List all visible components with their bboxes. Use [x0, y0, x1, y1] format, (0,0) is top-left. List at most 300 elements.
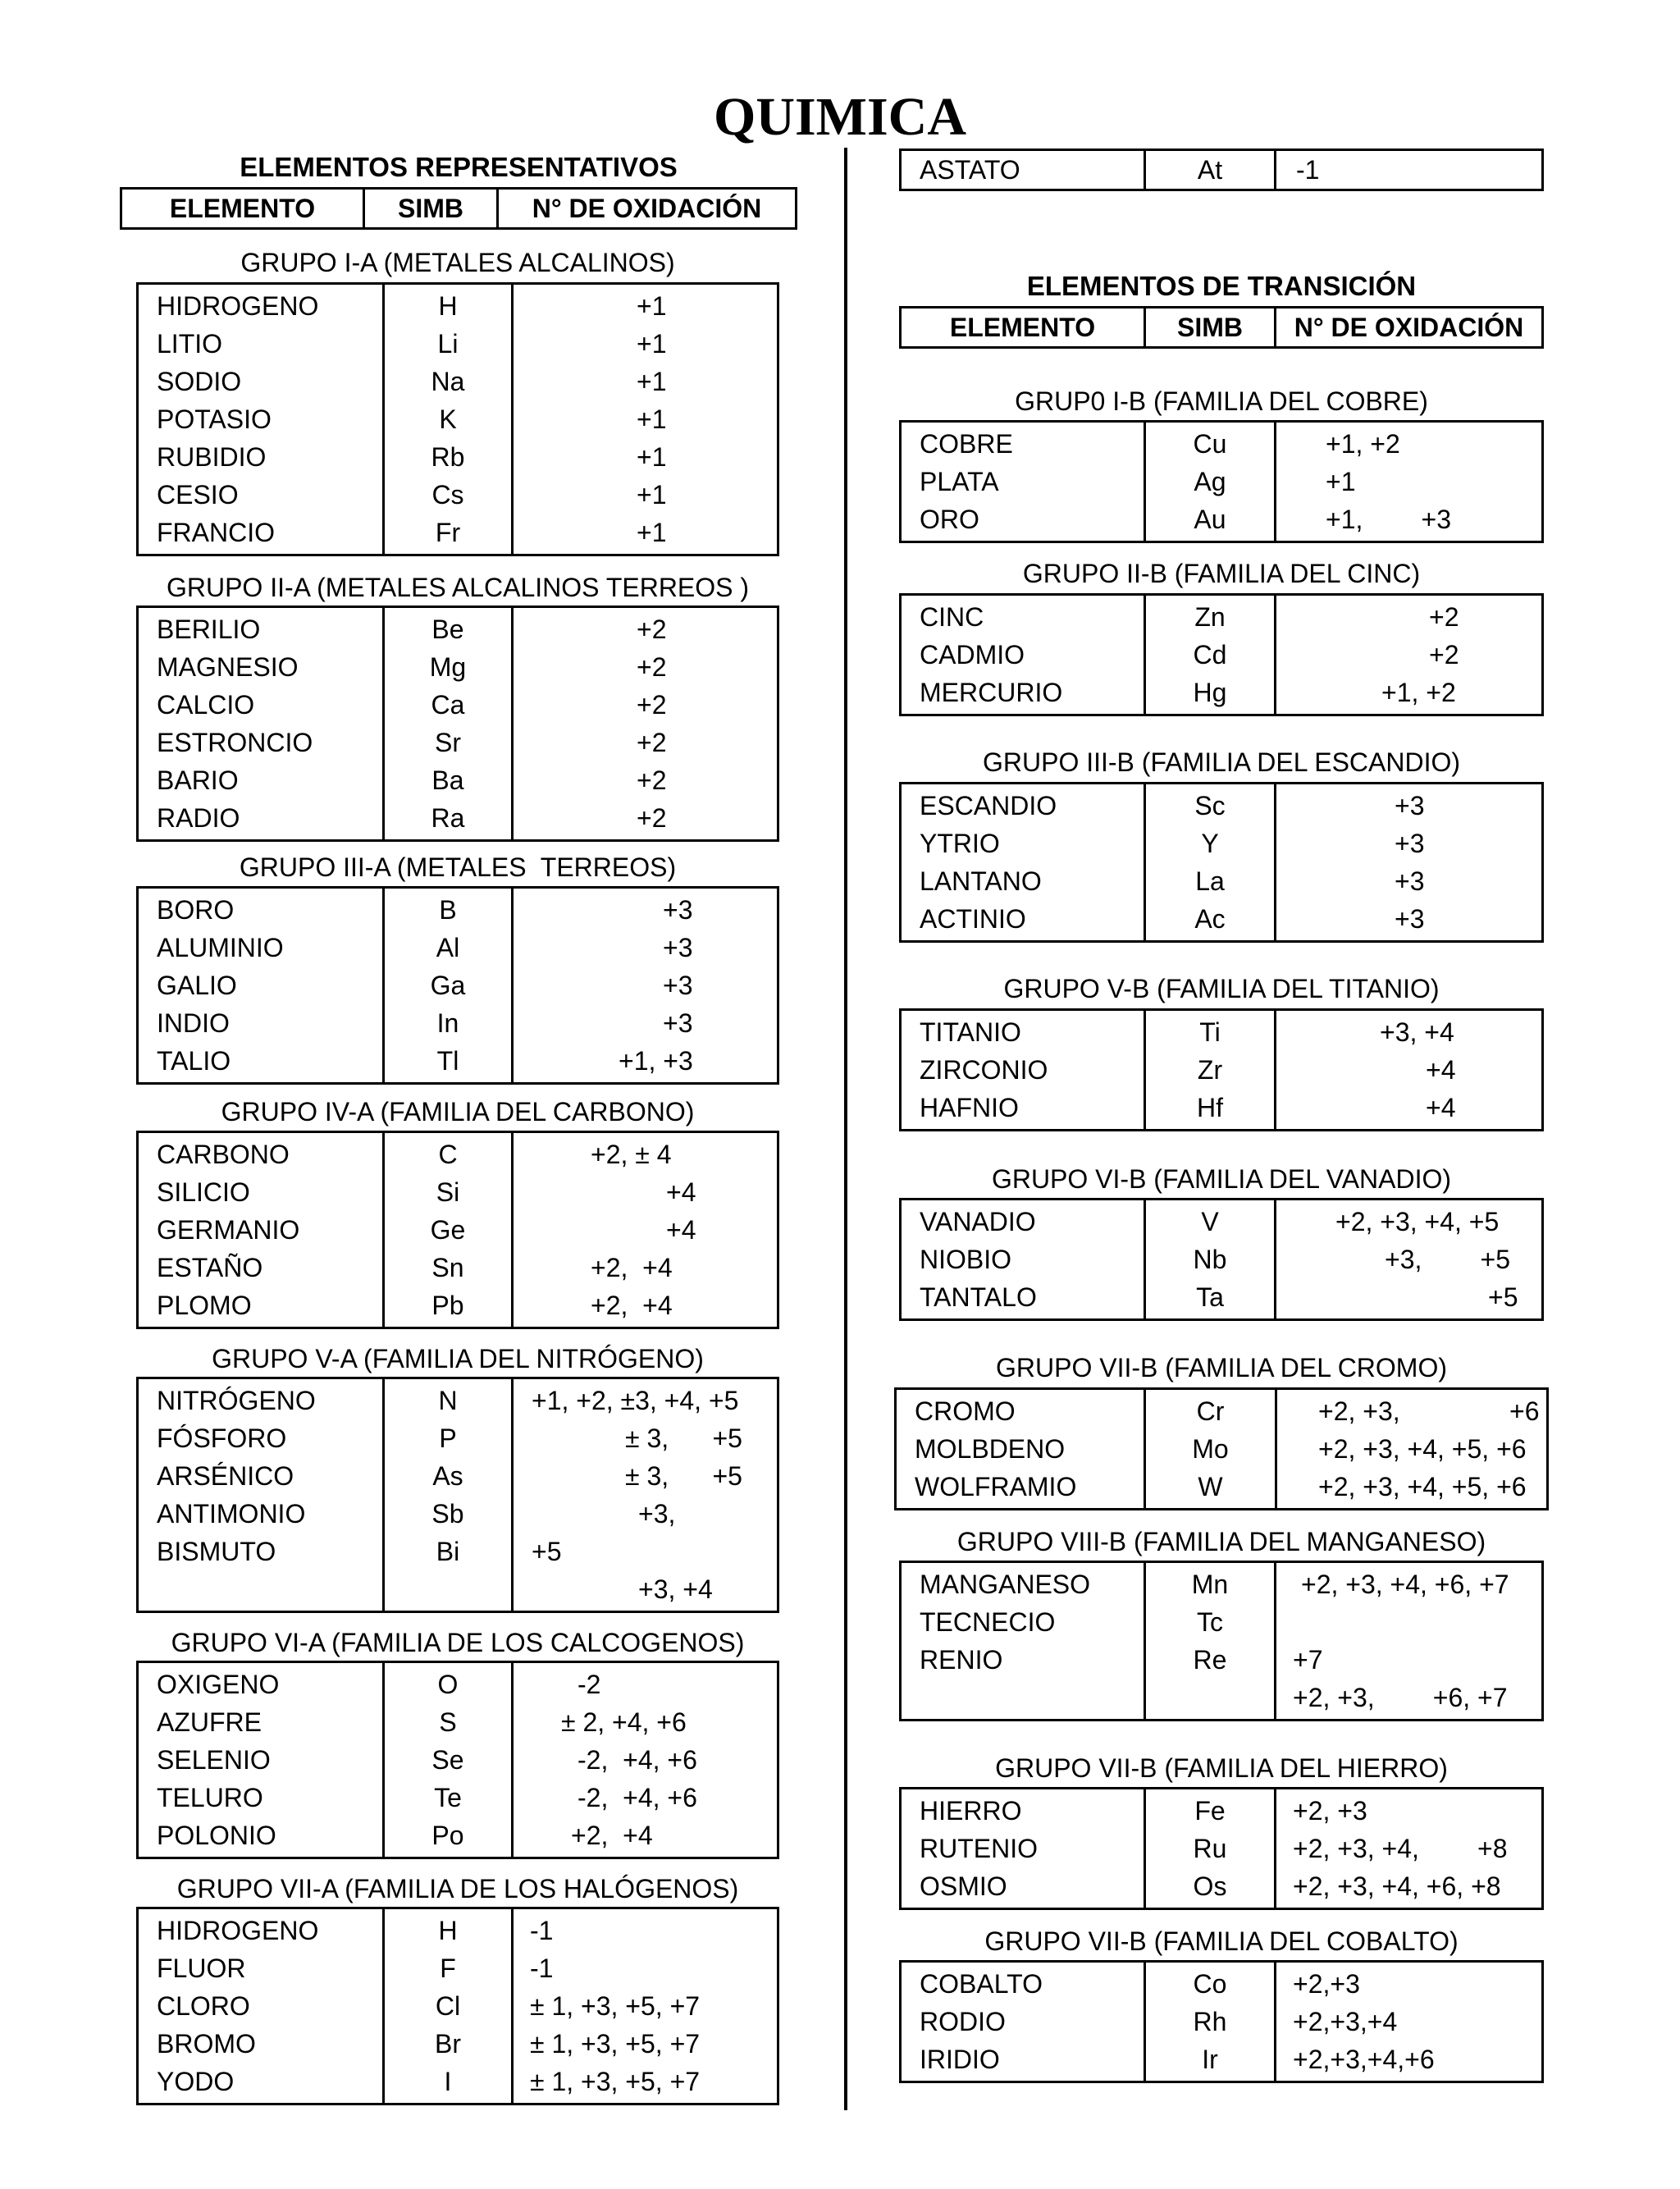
element-symbol: N	[438, 1386, 458, 1415]
element-name-indio: INDIO	[157, 1008, 230, 1038]
element-symbol: Sc	[1194, 791, 1226, 820]
element-name-cadmio: CADMIO	[920, 640, 1025, 669]
element-name-lantano: LANTANO	[920, 866, 1042, 896]
column-element	[902, 1200, 1144, 1318]
group-title: GRUPO VII-B (FAMILIA DEL HIERRO)	[995, 1753, 1448, 1783]
element-name-francio: FRANCIO	[157, 518, 275, 547]
oxidation-states: -2	[578, 1670, 601, 1699]
column-element	[902, 596, 1144, 714]
element-symbol: Fe	[1194, 1796, 1226, 1826]
oxidation-states: +3	[663, 1008, 693, 1038]
element-symbol: Zn	[1194, 602, 1226, 632]
group-table	[136, 1661, 779, 1859]
element-symbol: Te	[434, 1783, 462, 1812]
element-name-cobre: COBRE	[920, 429, 1013, 459]
element-name-cromo: CROMO	[915, 1396, 1016, 1426]
group-title: GRUPO VI-B (FAMILIA DEL VANADIO)	[991, 1164, 1452, 1194]
oxidation-states: +2, ± 4	[591, 1140, 672, 1169]
element-symbol: Pb	[431, 1291, 464, 1320]
oxidation-states: +2, +3, +4, +5	[1335, 1207, 1500, 1236]
column-oxidation	[1275, 1390, 1546, 1508]
element-name-antimonio: ANTIMONIO	[157, 1499, 306, 1529]
oxidation-states: +1	[637, 404, 667, 434]
element-symbol: S	[439, 1707, 457, 1737]
element-symbol: Cd	[1193, 640, 1227, 669]
group-table	[899, 1561, 1544, 1721]
oxidation-states: +1	[1326, 467, 1356, 496]
column-symbol	[1144, 784, 1274, 940]
oxidation-states: +2, +3, +4, +8	[1293, 1834, 1508, 1863]
element-symbol: Y	[1201, 829, 1219, 858]
element-symbol: Ta	[1196, 1282, 1224, 1312]
oxidation-states: +2, +3, +4, +6, +7	[1301, 1570, 1509, 1599]
element-name-mercurio: MERCURIO	[920, 678, 1063, 707]
group-title: GRUPO I-A (METALES ALCALINOS)	[240, 248, 675, 277]
element-symbol: Hf	[1197, 1093, 1223, 1122]
header-elemento: ELEMENTO	[949, 312, 1096, 342]
oxidation-states: +2	[637, 765, 667, 795]
element-symbol: F	[440, 1954, 456, 1983]
element-symbol: Ir	[1202, 2045, 1218, 2074]
oxidation-states: +3	[663, 971, 693, 1000]
element-name-carbono: CARBONO	[157, 1140, 290, 1169]
element-name-estano: ESTAÑO	[157, 1253, 263, 1282]
element-name-plata: PLATA	[920, 467, 999, 496]
element-symbol: La	[1195, 866, 1225, 896]
oxidation-states: +3	[1395, 866, 1425, 896]
element-symbol: Os	[1193, 1871, 1227, 1901]
group-title: GRUPO II-A (METALES ALCALINOS TERREOS )	[166, 573, 750, 602]
oxidation-states: +1	[637, 480, 667, 510]
element-symbol: Sb	[431, 1499, 464, 1529]
oxidation-states: ± 3, +5	[625, 1461, 742, 1491]
oxidation-states: +3	[1395, 904, 1425, 934]
group-table	[899, 593, 1544, 716]
group-title: GRUPO VIII-B (FAMILIA DEL MANGANESO)	[956, 1527, 1486, 1556]
element-name-bario: BARIO	[157, 765, 239, 795]
oxidation-states: +3, +4	[638, 1574, 713, 1604]
element-name-manganeso: MANGANESO	[920, 1570, 1091, 1599]
element-name-fluor: FLUOR	[157, 1954, 246, 1983]
element-symbol: In	[436, 1008, 459, 1038]
oxidation-states: +5	[532, 1537, 562, 1566]
element-symbol: At	[1144, 151, 1274, 189]
group-title: GRUPO VII-A (FAMILIA DE LOS HALÓGENOS)	[176, 1874, 739, 1903]
element-symbol: Po	[431, 1821, 464, 1850]
column-element	[139, 1133, 382, 1327]
page-title: QUIMICA	[714, 87, 966, 147]
oxidation-states: +4	[666, 1215, 696, 1245]
element-name-rodio: RODIO	[920, 2007, 1006, 2036]
element-symbol: Cs	[431, 480, 464, 510]
oxidation-states: +4	[1426, 1055, 1456, 1085]
oxidation-states: ± 3, +5	[625, 1424, 742, 1453]
element-symbol: Li	[437, 329, 459, 359]
column-oxidation	[1274, 784, 1541, 940]
oxidation-states: +1, +2	[1326, 429, 1400, 459]
element-symbol: C	[438, 1140, 458, 1169]
element-symbol: Cu	[1193, 429, 1227, 459]
element-name-renio: RENIO	[920, 1645, 1003, 1675]
element-name-berilio: BERILIO	[157, 615, 261, 644]
header-oxidacion: N° DE OXIDACIÓN	[1274, 308, 1541, 346]
group-title: GRUPO VII-B (FAMILIA DEL COBALTO)	[984, 1926, 1459, 1956]
element-name-hidrogeno: HIDROGENO	[157, 291, 319, 321]
group-title: GRUPO III-B (FAMILIA DEL ESCANDIO)	[982, 747, 1461, 777]
column-oxidation	[511, 889, 777, 1082]
column-oxidation	[511, 1909, 777, 2103]
column-oxidation	[511, 1663, 777, 1857]
element-symbol: Al	[436, 933, 460, 962]
element-symbol: Ra	[431, 803, 465, 833]
element-name-wolframio: WOLFRAMIO	[915, 1472, 1077, 1501]
oxidation-states: +2, +3, +6, +7	[1293, 1683, 1508, 1712]
oxidation-states: +2	[637, 728, 667, 757]
oxidation-states: +1	[637, 329, 667, 359]
element-symbol	[385, 1570, 511, 1608]
column-oxidation	[1274, 1963, 1541, 2081]
column-symbol	[1144, 423, 1274, 541]
element-name-arsenico: ARSÉNICO	[157, 1461, 294, 1491]
oxidation-states: +2, +3	[1293, 1796, 1367, 1826]
element-symbol: B	[439, 895, 457, 925]
oxidation-states: +1	[637, 291, 667, 321]
element-name-osmio: OSMIO	[920, 1871, 1007, 1901]
column-symbol	[1144, 1200, 1274, 1318]
element-name-plomo: PLOMO	[157, 1291, 252, 1320]
element-symbol: W	[1198, 1472, 1223, 1501]
column-element	[139, 1909, 382, 2103]
element-name-molbdeno: MOLBDENO	[915, 1434, 1066, 1464]
oxidation-states: ± 1, +3, +5, +7	[530, 2029, 701, 2059]
column-element	[897, 1390, 1144, 1508]
element-name-actinio: ACTINIO	[920, 904, 1026, 934]
oxidation-states: +3, +5	[1385, 1245, 1510, 1274]
oxidation-states: -2, +4, +6	[578, 1783, 697, 1812]
element-name-rubidio: RUBIDIO	[157, 442, 267, 472]
oxidation-states: -2, +4, +6	[578, 1745, 697, 1775]
element-symbol: Ti	[1199, 1017, 1221, 1047]
element-name: ASTATO	[920, 154, 1020, 185]
column-symbol	[382, 1663, 511, 1857]
oxidation-states: +1	[637, 367, 667, 396]
element-name-selenio: SELENIO	[157, 1745, 271, 1775]
group-table	[899, 782, 1544, 943]
column-element	[902, 1011, 1144, 1129]
element-symbol: Ru	[1193, 1834, 1227, 1863]
group-table	[894, 1387, 1549, 1510]
element-symbol: Ga	[430, 971, 466, 1000]
element-name-litio: LITIO	[157, 329, 223, 359]
element-symbol: Na	[431, 367, 465, 396]
column-oxidation	[1274, 423, 1541, 541]
element-symbol: Bi	[436, 1537, 460, 1566]
column-element	[902, 1563, 1144, 1719]
element-symbol: Au	[1194, 505, 1226, 534]
group-table	[136, 886, 779, 1085]
element-name-hidrogeno: HIDROGENO	[157, 1916, 319, 1945]
column-symbol	[382, 889, 511, 1082]
column-symbol	[382, 1133, 511, 1327]
header-oxidacion: N° DE OXIDACIÓN	[496, 190, 795, 227]
element-symbol: Br	[435, 2029, 461, 2059]
oxidation-states: +4	[666, 1177, 696, 1207]
element-symbol: Mn	[1191, 1570, 1229, 1599]
group-table	[136, 282, 779, 556]
element-symbol: Cl	[435, 1991, 461, 2021]
oxidation-states: ± 1, +3, +5, +7	[530, 2067, 701, 2096]
element-name-galio: GALIO	[157, 971, 237, 1000]
oxidation-states: +2, +4	[571, 1821, 653, 1850]
column-element	[902, 423, 1144, 541]
element-symbol: V	[1201, 1207, 1219, 1236]
header-simb: SIMB	[363, 190, 496, 227]
group-table	[136, 606, 779, 842]
oxidation-states: +2, +3, +4, +5, +6	[1318, 1434, 1527, 1464]
group-title: GRUPO III-A (METALES TERREOS)	[239, 852, 677, 882]
column-symbol	[382, 285, 511, 554]
column-oxidation	[511, 608, 777, 839]
section-heading-representativos: ELEMENTOS REPRESENTATIVOS	[240, 152, 678, 182]
element-symbol: Sr	[435, 728, 461, 757]
oxidation-states: +2,+3	[1293, 1969, 1360, 1999]
group-title: GRUPO V-A (FAMILIA DEL NITRÓGENO)	[212, 1344, 704, 1373]
element-symbol: P	[439, 1424, 457, 1453]
element-name-germanio: GERMANIO	[157, 1215, 300, 1245]
element-symbol: Sn	[431, 1253, 464, 1282]
column-oxidation	[1274, 1011, 1541, 1129]
oxidation-states: +1, +2, ±3, +4, +5	[532, 1386, 739, 1415]
group-title: GRUPO VI-A (FAMILIA DE LOS CALCOGENOS)	[171, 1628, 745, 1657]
element-name-bismuto: BISMUTO	[157, 1537, 276, 1566]
oxidation-states: +4	[1426, 1093, 1456, 1122]
element-name-magnesio: MAGNESIO	[157, 652, 299, 682]
oxidation-states: +2	[637, 652, 667, 682]
group-table	[899, 1008, 1544, 1131]
group-title: GRUPO VII-B (FAMILIA DEL CROMO)	[996, 1353, 1447, 1382]
oxidation-states: +2,+3,+4	[1293, 2007, 1398, 2036]
column-element	[139, 1663, 382, 1857]
oxidation-states	[1276, 1603, 1541, 1641]
element-symbol: Nb	[1193, 1245, 1227, 1274]
column-oxidation	[511, 285, 777, 554]
column-divider	[844, 148, 847, 2110]
column-symbol	[382, 1379, 511, 1611]
oxidation-states: +2, +3, +4, +5, +6	[1318, 1472, 1527, 1501]
element-name-iridio: IRIDIO	[920, 2045, 1000, 2074]
column-oxidation	[1274, 1200, 1541, 1318]
element-symbol: Co	[1193, 1969, 1227, 1999]
group-table	[899, 1198, 1544, 1321]
element-name-talio: TALIO	[157, 1046, 231, 1076]
element-name-potasio: POTASIO	[157, 404, 272, 434]
column-element	[139, 608, 382, 839]
element-name-radio: RADIO	[157, 803, 240, 833]
group-title: GRUPO II-B (FAMILIA DEL CINC)	[1022, 559, 1421, 588]
element-symbol: Ca	[431, 690, 465, 720]
element-symbol: Ba	[431, 765, 464, 795]
oxidation-states: +2, +3, +4, +6, +8	[1293, 1871, 1501, 1901]
header-elemento: ELEMENTO	[169, 193, 316, 223]
element-symbol: Be	[431, 615, 464, 644]
oxidation-states: +2	[1429, 640, 1459, 669]
group-table	[899, 420, 1544, 543]
column-element	[139, 889, 382, 1082]
column-symbol	[1144, 1789, 1274, 1908]
oxidation-states: +1	[637, 518, 667, 547]
oxidation-states: +2, +3, +6	[1318, 1396, 1540, 1426]
element-name-tecnecio: TECNECIO	[920, 1607, 1056, 1637]
element-name-oxigeno: OXIGENO	[157, 1670, 280, 1699]
element-name-hierro: HIERRO	[920, 1796, 1022, 1826]
column-symbol	[1144, 596, 1274, 714]
element-name-nitrogeno: NITRÓGENO	[157, 1386, 316, 1415]
column-symbol	[382, 1909, 511, 2103]
section-heading-transicion: ELEMENTOS DE TRANSICIÓN	[1026, 271, 1417, 301]
element-symbol: Fr	[435, 518, 461, 547]
oxidation-states: +2	[637, 803, 667, 833]
column-element	[139, 285, 382, 554]
element-name-azufre: AZUFRE	[157, 1707, 262, 1737]
group-title: GRUPO V-B (FAMILIA DEL TITANIO)	[1003, 974, 1440, 1003]
group-table	[136, 1377, 779, 1613]
group-title: GRUP0 I-B (FAMILIA DEL COBRE)	[1015, 386, 1428, 416]
element-name-estroncio: ESTRONCIO	[157, 728, 313, 757]
element-symbol: Re	[1193, 1645, 1227, 1675]
element-name-fosforo: FÓSFORO	[157, 1424, 287, 1453]
element-symbol: Tc	[1197, 1607, 1223, 1637]
oxidation-states: +3, +4	[1380, 1017, 1454, 1047]
column-symbol	[382, 608, 511, 839]
oxidation-states: +2	[637, 690, 667, 720]
element-name-cloro: CLORO	[157, 1991, 250, 2021]
group-table	[899, 1960, 1544, 2083]
element-name-rutenio: RUTENIO	[920, 1834, 1038, 1863]
element-name-blank	[139, 1570, 382, 1608]
column-symbol	[1144, 1390, 1275, 1508]
table-header-left	[120, 187, 797, 230]
element-symbol: Mg	[429, 652, 467, 682]
element-symbol: Rb	[431, 442, 465, 472]
oxidation-states: -1	[530, 1916, 554, 1945]
oxidation-states: -1	[1274, 151, 1541, 189]
column-element	[902, 1963, 1144, 2081]
group-title: GRUPO IV-A (FAMILIA DEL CARBONO)	[221, 1097, 695, 1126]
column-oxidation	[1274, 1563, 1541, 1719]
element-name-cinc: CINC	[920, 602, 984, 632]
element-name-calcio: CALCIO	[157, 690, 255, 720]
oxidation-states: +2, +4	[591, 1253, 673, 1282]
column-symbol	[1144, 1963, 1274, 2081]
oxidation-states: +2	[637, 615, 667, 644]
column-oxidation	[511, 1379, 777, 1611]
oxidation-states: +2	[1429, 602, 1459, 632]
element-symbol: Se	[431, 1745, 464, 1775]
column-symbol	[1144, 1011, 1274, 1129]
group-table	[136, 1907, 779, 2105]
group-table	[899, 1787, 1544, 1910]
element-symbol: Cr	[1196, 1396, 1225, 1426]
element-name-silicio: SILICIO	[157, 1177, 250, 1207]
element-name-ytrio: YTRIO	[920, 829, 1000, 858]
element-symbol: K	[439, 404, 457, 434]
element-symbol: Zr	[1197, 1055, 1223, 1085]
element-symbol: Rh	[1193, 2007, 1227, 2036]
column-symbol	[1144, 1563, 1274, 1719]
oxidation-states: ± 2, +4, +6	[561, 1707, 687, 1737]
oxidation-states: +2,+3,+4,+6	[1293, 2045, 1435, 2074]
element-symbol: Tl	[436, 1046, 459, 1076]
column-oxidation	[511, 1133, 777, 1327]
oxidation-states: +3	[663, 933, 693, 962]
element-name-zirconio: ZIRCONIO	[920, 1055, 1048, 1085]
element-name-boro: BORO	[157, 895, 235, 925]
column-oxidation	[1274, 596, 1541, 714]
element-name-oro: ORO	[920, 505, 979, 534]
element-name-niobio: NIOBIO	[920, 1245, 1012, 1274]
column-oxidation	[1274, 1789, 1541, 1908]
element-name-hafnio: HAFNIO	[920, 1093, 1019, 1122]
table-header-right	[899, 306, 1544, 349]
oxidation-states: +5	[1488, 1282, 1518, 1312]
element-symbol: Ac	[1194, 904, 1226, 934]
column-element	[139, 1379, 382, 1611]
oxidation-states: +7	[1293, 1645, 1323, 1675]
element-symbol: H	[438, 1916, 458, 1945]
element-name-cesio: CESIO	[157, 480, 239, 510]
element-symbol: Si	[436, 1177, 460, 1207]
element-symbol: Hg	[1193, 678, 1227, 707]
element-name-bromo: BROMO	[157, 2029, 256, 2059]
element-symbol: As	[432, 1461, 463, 1491]
column-element	[902, 784, 1144, 940]
element-symbol: O	[437, 1670, 459, 1699]
element-name-yodo: YODO	[157, 2067, 235, 2096]
element-name-vanadio: VANADIO	[920, 1207, 1036, 1236]
column-element	[902, 1789, 1144, 1908]
element-name-sodio: SODIO	[157, 367, 242, 396]
oxidation-states: +3,	[638, 1499, 676, 1529]
element-name-teluro: TELURO	[157, 1783, 263, 1812]
element-name-escandio: ESCANDIO	[920, 791, 1057, 820]
element-name-tantalo: TANTALO	[920, 1282, 1037, 1312]
element-symbol: Ge	[430, 1215, 466, 1245]
header-simb: SIMB	[1144, 308, 1274, 346]
oxidation-states: ± 1, +3, +5, +7	[530, 1991, 701, 2021]
oxidation-states: +1	[637, 442, 667, 472]
element-symbol: H	[438, 291, 458, 321]
element-symbol	[1146, 1679, 1274, 1716]
oxidation-states: +3	[1395, 791, 1425, 820]
oxidation-states: +3	[663, 895, 693, 925]
element-name-cobalto: COBALTO	[920, 1969, 1043, 1999]
group-table	[136, 1131, 779, 1329]
element-name-titanio: TITANIO	[920, 1017, 1021, 1047]
oxidation-states: +1, +2	[1381, 678, 1456, 707]
oxidation-states: -1	[530, 1954, 554, 1983]
oxidation-states: +3	[1395, 829, 1425, 858]
element-name-blank	[902, 1679, 1144, 1716]
element-name-aluminio: ALUMINIO	[157, 933, 284, 962]
element-symbol: Ag	[1194, 467, 1226, 496]
element-symbol: I	[444, 2067, 452, 2096]
table-row-astato	[899, 149, 1544, 191]
element-symbol: Mo	[1192, 1434, 1229, 1464]
oxidation-states: +1, +3	[619, 1046, 693, 1076]
oxidation-states: +2, +4	[591, 1291, 673, 1320]
element-name-polonio: POLONIO	[157, 1821, 276, 1850]
oxidation-states: +1, +3	[1326, 505, 1451, 534]
